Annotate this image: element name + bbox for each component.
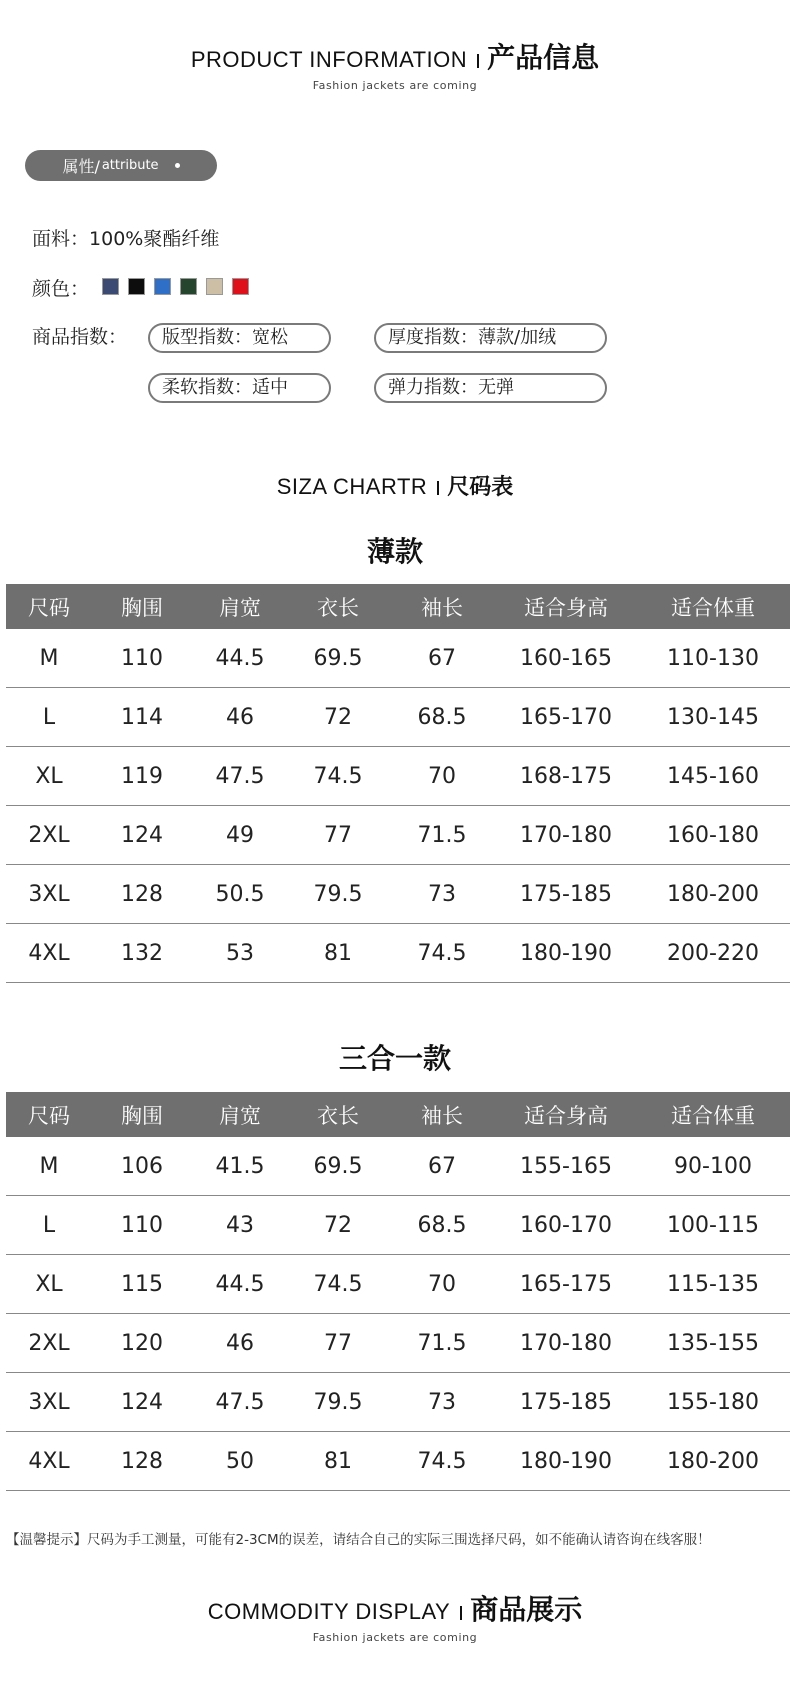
column-header: 适合体重 — [636, 1092, 790, 1137]
table-cell: 70 — [388, 1255, 496, 1314]
color-swatch — [232, 278, 249, 295]
index-fit — [148, 323, 331, 353]
table-cell: 115 — [92, 1255, 192, 1314]
table-cell: 124 — [92, 806, 192, 865]
column-header: 适合身高 — [496, 584, 636, 629]
table-cell: 4XL — [6, 924, 92, 983]
table-cell: 71.5 — [388, 806, 496, 865]
color-swatch — [206, 278, 223, 295]
table-cell: 47.5 — [192, 747, 288, 806]
index-softness-value: 适中 — [252, 377, 288, 398]
table-cell: L — [6, 1196, 92, 1255]
commodity-heading-en: COMMODITY DISPLAY — [207, 1599, 451, 1624]
column-header: 胸围 — [92, 1092, 192, 1137]
table-cell: 2XL — [6, 806, 92, 865]
index-softness-name: 柔软指数： — [162, 377, 252, 398]
size-chart-heading-cn: 尺码表 — [447, 475, 514, 500]
table-cell: 44.5 — [192, 629, 288, 688]
table-cell: 74.5 — [288, 747, 388, 806]
attribute-pill — [25, 150, 217, 181]
heading-divider — [460, 1606, 462, 1620]
table-row — [6, 924, 790, 983]
commodity-display-heading — [0, 1588, 790, 1628]
table-cell: 46 — [192, 688, 288, 747]
heading-divider — [437, 481, 439, 495]
size-table-three-in-one — [6, 1092, 790, 1491]
table-cell: 115-135 — [636, 1255, 790, 1314]
table-cell: 128 — [92, 1432, 192, 1491]
attribute-label-cn: 属性/ — [62, 157, 100, 176]
table-cell: 53 — [192, 924, 288, 983]
table-cell: 90-100 — [636, 1137, 790, 1196]
table-cell: 46 — [192, 1314, 288, 1373]
table-cell: 180-200 — [636, 865, 790, 924]
table-cell: 114 — [92, 688, 192, 747]
index-label: 商品指数： — [32, 326, 128, 348]
table-row — [6, 1255, 790, 1314]
index-elasticity-value: 无弹 — [478, 377, 514, 398]
heading-cn: 产品信息 — [487, 41, 600, 74]
table-cell: 2XL — [6, 1314, 92, 1373]
column-header: 尺码 — [6, 584, 92, 629]
table-cell: 100-115 — [636, 1196, 790, 1255]
heading-divider — [477, 54, 479, 68]
column-header: 适合体重 — [636, 584, 790, 629]
table-cell: 124 — [92, 1373, 192, 1432]
table-cell: 168-175 — [496, 747, 636, 806]
table-cell: 74.5 — [288, 1255, 388, 1314]
table-cell: 69.5 — [288, 629, 388, 688]
table-row — [6, 629, 790, 688]
table-title-thin: 薄款 — [366, 535, 423, 568]
size-chart-heading-en: SIZA CHARTR — [276, 474, 428, 499]
table-cell: 67 — [388, 1137, 496, 1196]
table-cell: 180-200 — [636, 1432, 790, 1491]
color-swatch — [180, 278, 197, 295]
table-cell: 155-165 — [496, 1137, 636, 1196]
index-fit-name: 版型指数： — [162, 327, 252, 348]
table-cell: 73 — [388, 1373, 496, 1432]
table-cell: 3XL — [6, 1373, 92, 1432]
table-cell: 69.5 — [288, 1137, 388, 1196]
table-cell: 72 — [288, 688, 388, 747]
table-cell: 119 — [92, 747, 192, 806]
color-swatch — [102, 278, 119, 295]
index-fit-value: 宽松 — [252, 327, 288, 348]
table-cell: 70 — [388, 747, 496, 806]
table-cell: 79.5 — [288, 1373, 388, 1432]
table-cell: 74.5 — [388, 924, 496, 983]
index-thickness-name: 厚度指数： — [388, 327, 478, 348]
heading-subtitle: Fashion jackets are coming — [312, 79, 478, 92]
table-cell: 68.5 — [388, 1196, 496, 1255]
table-cell: 77 — [288, 806, 388, 865]
table-cell: 49 — [192, 806, 288, 865]
table-cell: 81 — [288, 1432, 388, 1491]
table-row — [6, 1137, 790, 1196]
index-thickness-value: 薄款/加绒 — [478, 327, 557, 348]
table-header-row — [6, 1092, 790, 1137]
table-cell: 200-220 — [636, 924, 790, 983]
table-cell: 120 — [92, 1314, 192, 1373]
color-label: 颜色： — [32, 278, 90, 300]
column-header: 胸围 — [92, 584, 192, 629]
column-header: 衣长 — [288, 584, 388, 629]
table-cell: 132 — [92, 924, 192, 983]
table-cell: 165-170 — [496, 688, 636, 747]
size-table-thin — [6, 584, 790, 983]
table-cell: 180-190 — [496, 924, 636, 983]
fabric-label: 面料： — [32, 228, 90, 250]
table-cell: XL — [6, 747, 92, 806]
table-cell: 44.5 — [192, 1255, 288, 1314]
table-cell: 3XL — [6, 865, 92, 924]
color-swatch — [154, 278, 171, 295]
table-cell: 160-165 — [496, 629, 636, 688]
index-elasticity-name: 弹力指数： — [388, 377, 478, 398]
size-chart-heading — [0, 470, 790, 501]
column-header: 尺码 — [6, 1092, 92, 1137]
index-thickness — [374, 323, 607, 353]
fabric-row — [32, 224, 219, 251]
table-cell: 145-160 — [636, 747, 790, 806]
table-cell: 4XL — [6, 1432, 92, 1491]
table-cell: 106 — [92, 1137, 192, 1196]
table-cell: M — [6, 1137, 92, 1196]
column-header: 肩宽 — [192, 1092, 288, 1137]
column-header: 袖长 — [388, 584, 496, 629]
product-information-heading — [0, 36, 790, 76]
table-cell: 47.5 — [192, 1373, 288, 1432]
table-cell: 175-185 — [496, 865, 636, 924]
column-header: 袖长 — [388, 1092, 496, 1137]
table-cell: M — [6, 629, 92, 688]
table-cell: 41.5 — [192, 1137, 288, 1196]
table-cell: 43 — [192, 1196, 288, 1255]
table-cell: 130-145 — [636, 688, 790, 747]
table-cell: 110-130 — [636, 629, 790, 688]
table-cell: 72 — [288, 1196, 388, 1255]
color-swatch — [128, 278, 145, 295]
table-cell: 79.5 — [288, 865, 388, 924]
table-row — [6, 806, 790, 865]
table-row — [6, 688, 790, 747]
table-cell: 81 — [288, 924, 388, 983]
table-cell: 110 — [92, 629, 192, 688]
dot-icon — [175, 163, 180, 168]
column-header: 衣长 — [288, 1092, 388, 1137]
table-cell: 50.5 — [192, 865, 288, 924]
table-cell: 160-180 — [636, 806, 790, 865]
table-cell: 50 — [192, 1432, 288, 1491]
table-row — [6, 1314, 790, 1373]
table-cell: 170-180 — [496, 806, 636, 865]
table-cell: 128 — [92, 865, 192, 924]
table-cell: 165-175 — [496, 1255, 636, 1314]
table-cell: 155-180 — [636, 1373, 790, 1432]
table-cell: 175-185 — [496, 1373, 636, 1432]
table-cell: 110 — [92, 1196, 192, 1255]
table-cell: 73 — [388, 865, 496, 924]
table-cell: XL — [6, 1255, 92, 1314]
table-cell: 170-180 — [496, 1314, 636, 1373]
table-header-row — [6, 584, 790, 629]
column-header: 肩宽 — [192, 584, 288, 629]
table-cell: 180-190 — [496, 1432, 636, 1491]
table-cell: L — [6, 688, 92, 747]
table-cell: 67 — [388, 629, 496, 688]
index-softness — [148, 373, 331, 403]
attribute-label-en: attribute — [101, 158, 159, 173]
table-row — [6, 1432, 790, 1491]
table-row — [6, 1196, 790, 1255]
size-notice: 【温馨提示】尺码为手工测量，可能有2-3CM的误差，请结合自己的实际三围选择尺码，如不能确认请咨询在线客服！ — [6, 1532, 711, 1548]
table-title-three-in-one: 三合一款 — [338, 1042, 451, 1075]
heading-en: PRODUCT INFORMATION — [190, 47, 468, 72]
table-row — [6, 747, 790, 806]
table-row — [6, 1373, 790, 1432]
commodity-subtitle: Fashion jackets are coming — [312, 1631, 478, 1644]
column-header: 适合身高 — [496, 1092, 636, 1137]
table-cell: 68.5 — [388, 688, 496, 747]
fabric-value: 100%聚酯纤维 — [89, 228, 220, 250]
table-cell: 71.5 — [388, 1314, 496, 1373]
table-cell: 74.5 — [388, 1432, 496, 1491]
index-elasticity — [374, 373, 607, 403]
table-cell: 77 — [288, 1314, 388, 1373]
table-cell: 160-170 — [496, 1196, 636, 1255]
table-cell: 135-155 — [636, 1314, 790, 1373]
table-row — [6, 865, 790, 924]
commodity-heading-cn: 商品展示 — [470, 1593, 583, 1626]
